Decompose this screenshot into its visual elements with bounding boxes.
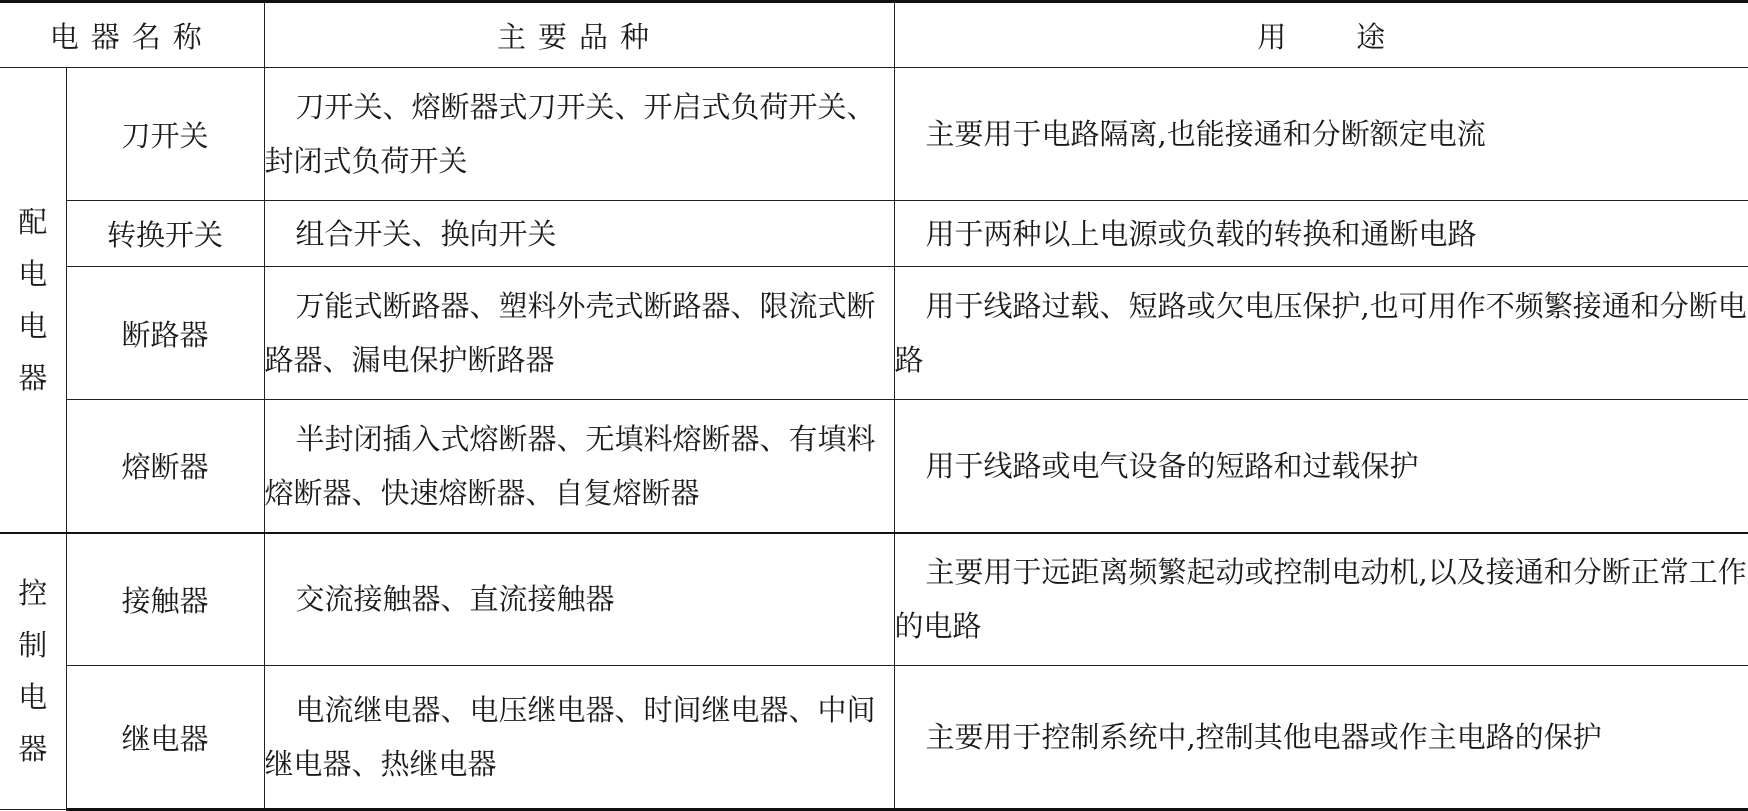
appliance-name: 断路器	[66, 267, 264, 400]
appliance-name: 转换开关	[66, 201, 264, 267]
header-appliance-name: 电器名称	[0, 2, 264, 68]
table-row	[0, 400, 1748, 533]
header-purpose	[894, 2, 1748, 68]
appliance-name: 刀开关	[66, 68, 264, 201]
table-row	[0, 666, 1748, 810]
category-distribution-appliance: 配 电 电 器	[0, 68, 66, 533]
appliance-types: 半封闭插入式熔断器、无填料熔断器、有填料熔断器、快速熔断器、自复熔断器	[264, 400, 894, 533]
header-purpose-char-1: 用	[1257, 19, 1287, 54]
appliance-types: 交流接触器、直流接触器	[264, 533, 894, 666]
header-main-types: 主要品种	[264, 2, 894, 68]
table-row	[0, 533, 1748, 666]
appliance-types: 电流继电器、电压继电器、时间继电器、中间继电器、热继电器	[264, 666, 894, 810]
appliance-types: 组合开关、换向开关	[264, 201, 894, 267]
appliance-name: 继电器	[66, 666, 264, 810]
appliance-name: 接触器	[66, 533, 264, 666]
header-row	[0, 2, 1748, 68]
appliance-purpose: 用于线路过载、短路或欠电压保护,也可用作不频繁接通和分断电路	[894, 267, 1748, 400]
appliance-types: 万能式断路器、塑料外壳式断路器、限流式断路器、漏电保护断路器	[264, 267, 894, 400]
appliance-purpose: 主要用于远距离频繁起动或控制电动机,以及接通和分断正常工作的电路	[894, 533, 1748, 666]
appliance-purpose: 主要用于控制系统中,控制其他电器或作主电路的保护	[894, 666, 1748, 810]
appliance-types: 刀开关、熔断器式刀开关、开启式负荷开关、封闭式负荷开关	[264, 68, 894, 201]
appliance-purpose: 主要用于电路隔离,也能接通和分断额定电流	[894, 68, 1748, 201]
appliance-name: 熔断器	[66, 400, 264, 533]
table-row	[0, 267, 1748, 400]
appliance-purpose: 用于线路或电气设备的短路和过载保护	[894, 400, 1748, 533]
header-purpose-char-2: 途	[1356, 19, 1386, 54]
category-control-appliance: 控 制 电 器	[0, 533, 66, 810]
table-row	[0, 68, 1748, 201]
appliance-purpose: 用于两种以上电源或负载的转换和通断电路	[894, 201, 1748, 267]
table-row	[0, 201, 1748, 267]
